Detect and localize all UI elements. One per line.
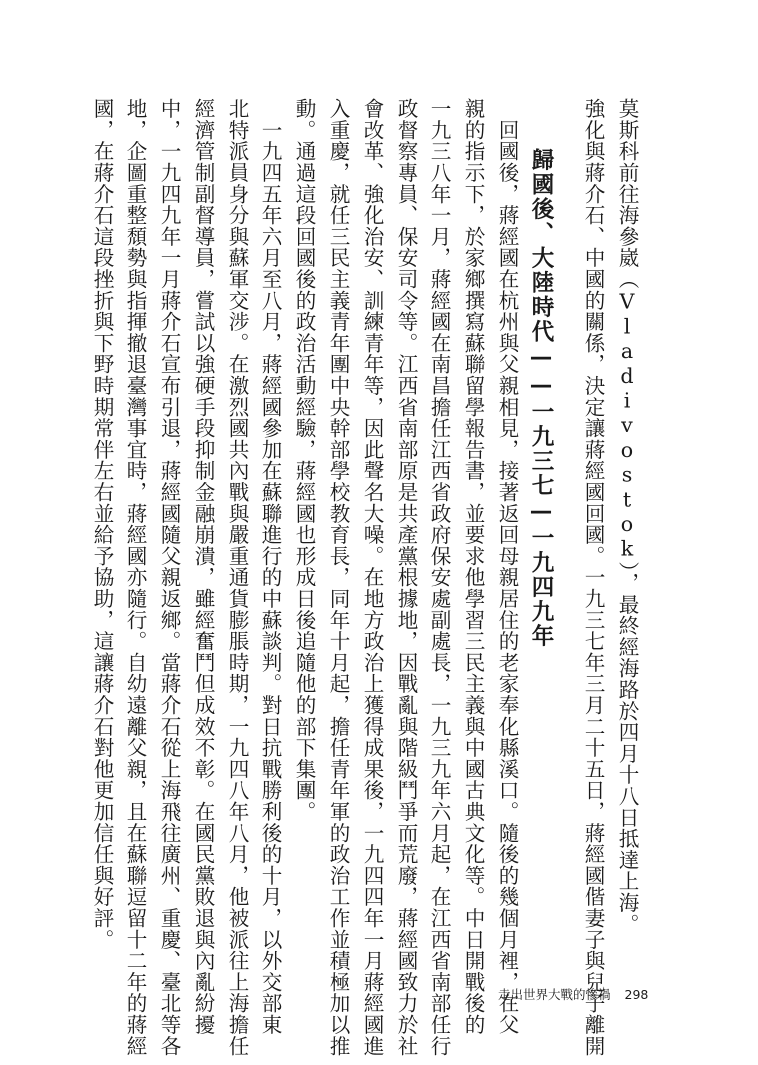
text-line: 回國後，蔣經國在杭州與父親相見，接著返回母親居住的老家奉化縣溪口。隨後的幾個月裡，在父 [495, 98, 519, 1036]
text-line: 會改革、強化治安、訓練青年等，因此聲名大噪。在地方政治上獲得成果後，一九四四年一月蔣經國進 [360, 98, 384, 1057]
text-line: 一九三八年一月，蔣經國在南昌擔任江西省政府保安處副處長，一九三九年六月起，在江西省南部任行 [427, 98, 451, 1057]
text-line: 地，企圖重整頹勢與指揮撤退臺灣事宜時，蔣經國亦隨行。自幼遠離父親，且在蘇聯逗留十二年的蔣經 [123, 98, 147, 1057]
page-footer [498, 985, 648, 1003]
text-line: 入重慶，就任三民主義青年團中央幹部學校教育長，同年十月起，擔任青年軍的政治工作並積極加以推 [326, 98, 350, 1057]
text-line: 經濟管制副督導員，嘗試以強硬手段抑制金融崩潰，雖經奮鬥但成效不彰。在國民黨敗退與內亂紛擾 [191, 98, 215, 1036]
text-line: 莫斯科前往海參崴（Vladivostok），最終經海路於四月十八日抵達上海。 [615, 98, 639, 935]
section-heading: 歸國後、大陸時代——一九三七—一九四九年 [528, 148, 554, 649]
text-line: 親的指示下，於家鄉撰寫蘇聯留學報告書，並要求他學習三民主義與中國古典文化等。中日開戰後的 [461, 98, 485, 1036]
text-line: 一九四五年六月至八月，蔣經國參加在蘇聯進行的中蘇談判。對日抗戰勝利後的十月，以外交部東 [258, 98, 282, 1036]
running-title: 走出世界大戰的慘禍 [498, 987, 611, 1002]
page-number: 298 [624, 987, 649, 1002]
text-line: 北特派員身分與蘇軍交涉。在激烈國共內戰與嚴重通貨膨脹時期，一九四八年八月，他被派往上海擔任 [225, 98, 249, 1057]
text-line: 強化與蔣介石、中國的關係，決定讓蔣經國回國。一九三七年三月二十五日，蔣經國偕妻子與兒子離開 [581, 98, 605, 1057]
text-line: 動。通過這段回國後的政治活動經驗，蔣經國也形成日後追隨他的部下集團。 [292, 98, 316, 823]
text-line: 中，一九四九年一月蔣介石宣布引退，蔣經國隨父親返鄉。當蔣介石從上海飛往廣州、重慶、臺北等各 [157, 98, 181, 1057]
text-line: 政督察專員、保安司令等。江西省南部原是共產黨根據地，因戰亂與階級鬥爭而荒廢，蔣經國致力於社 [394, 98, 418, 1057]
text-line: 國，在蔣介石這段挫折與下野時期常伴左右並給予協助，這讓蔣介石對他更加信任與好評。 [90, 98, 114, 950]
